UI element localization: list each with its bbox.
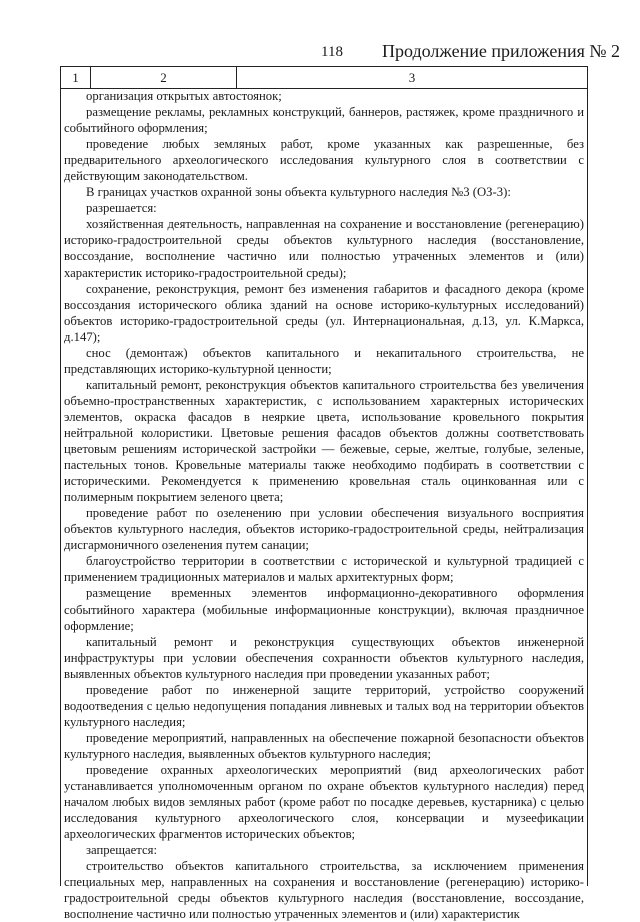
paragraph: снос (демонтаж) объектов капитального и некапитального строительства, не представляющих историко-культурной ценности; xyxy=(64,345,584,376)
continuation-title: Продолжение приложения № 2 xyxy=(382,41,621,61)
paragraph: организация открытых автостоянок; xyxy=(86,89,282,103)
paragraph: проведение охранных археологических мероприятий (вид археологических работ устанавливается уполномоченным органом по охране объектов культурного наследия) перед началом любых видов земляных работ (кроме работ по посадке деревьев, кустарника) с целью исследования культурного археологического слоя, консервации и музеефикации археологических фрагментов исторических объектов; xyxy=(64,762,584,842)
paragraph: запрещается: xyxy=(86,843,157,858)
table-header-row xyxy=(61,66,587,89)
column-header-1: 1 xyxy=(72,70,79,85)
document-body xyxy=(64,88,584,922)
paragraph: капитальный ремонт, реконструкция объектов капитального строительства без увеличения объемно-пространственных характеристик, с использованием характерных исторических элементов, окраска фасадов в неяркие цвета, использование кровельного покрытия нейтральной колористики. Цветовые решения фасадов объектов должны соответствовать цветовым решениям исторической застройки — бежевые, серые, желтые, голубые, зеленые, пастельных тонов. Кровельные материалы также необходимо подбирать в соответствии с историческими. Рекомендуется к применению кровельная сталь оцинкованная или с полимерным покрытием зеленого цвета; xyxy=(64,377,584,505)
paragraph: капитальный ремонт и реконструкция существующих объектов инженерной инфраструктуры при условии обеспечения сохранности объектов культурного наследия, выявленных объектов культурного наследия при проведении указанных работ; xyxy=(64,634,584,681)
column-header-2: 2 xyxy=(160,70,167,85)
column-header-3: 3 xyxy=(408,70,416,85)
paragraph: проведение любых земляных работ, кроме указанных как разрешенные, без предварительного археологического исследования культурного слоя в соответствии с действующим законодательством. xyxy=(64,137,584,184)
document-table xyxy=(60,66,588,922)
paragraph: проведение мероприятий, направленных на обеспечение пожарной безопасности объектов культурного наследия, выявленных объектов культурного наследия; xyxy=(64,730,584,761)
page-number: 118 xyxy=(321,44,343,60)
paragraph: проведение работ по инженерной защите территорий, устройство сооружений водоотведения с целью недопущения попадания ливневых и талых вод на территории объектов культурного наследия; xyxy=(64,682,584,729)
paragraph: разрешается: xyxy=(86,201,157,216)
page-header xyxy=(0,41,640,68)
paragraph: проведение работ по озеленению при условии обеспечения визуального восприятия объектов культурного наследия, объектов историко-градостроительной среды, нейтрализация дисгармоничного озеленения путем санации; xyxy=(64,506,584,553)
paragraph: сохранение, реконструкция, ремонт без изменения габаритов и фасадного декора (кроме воссоздания исторического облика зданий на основе историко-культурных исследований) объектов историко-градостроительной среды (ул. Интернациональная, д.13, ул. К.Маркса, д.147); xyxy=(64,281,584,344)
paragraph: размещение временных элементов информационно-декоративного оформления событийного характера (мобильные информационные конструкции), включая праздничное оформление; xyxy=(64,586,584,633)
paragraph: строительство объектов капитального строительства, за исключением применения специальных мер, направленных на сохранения и восстановление (регенерацию) историко-градостроительной среды объектов культурного наследия (восстановление, воссоздание, восполнение частично или полностью утраченных элементов и (или) характеристик xyxy=(64,859,584,922)
paragraph: хозяйственная деятельность, направленная на сохранение и восстановление (регенерацию) историко-градостроительной среды объектов культурного наследия (восстановление, воссоздание, восполнение частично или полностью утраченных элементов и (или) характеристик историко-градостроительной среды); xyxy=(64,217,584,280)
paragraph: размещение рекламы, рекламных конструкций, баннеров, растяжек, кроме праздничного и событийного оформления; xyxy=(64,105,584,136)
paragraph: благоустройство территории в соответствии с исторической и культурной традицией с применением традиционных материалов и малых архитектурных форм; xyxy=(64,554,584,585)
paragraph: В границах участков охранной зоны объекта культурного наследия №3 (ОЗ-3): xyxy=(86,185,511,200)
